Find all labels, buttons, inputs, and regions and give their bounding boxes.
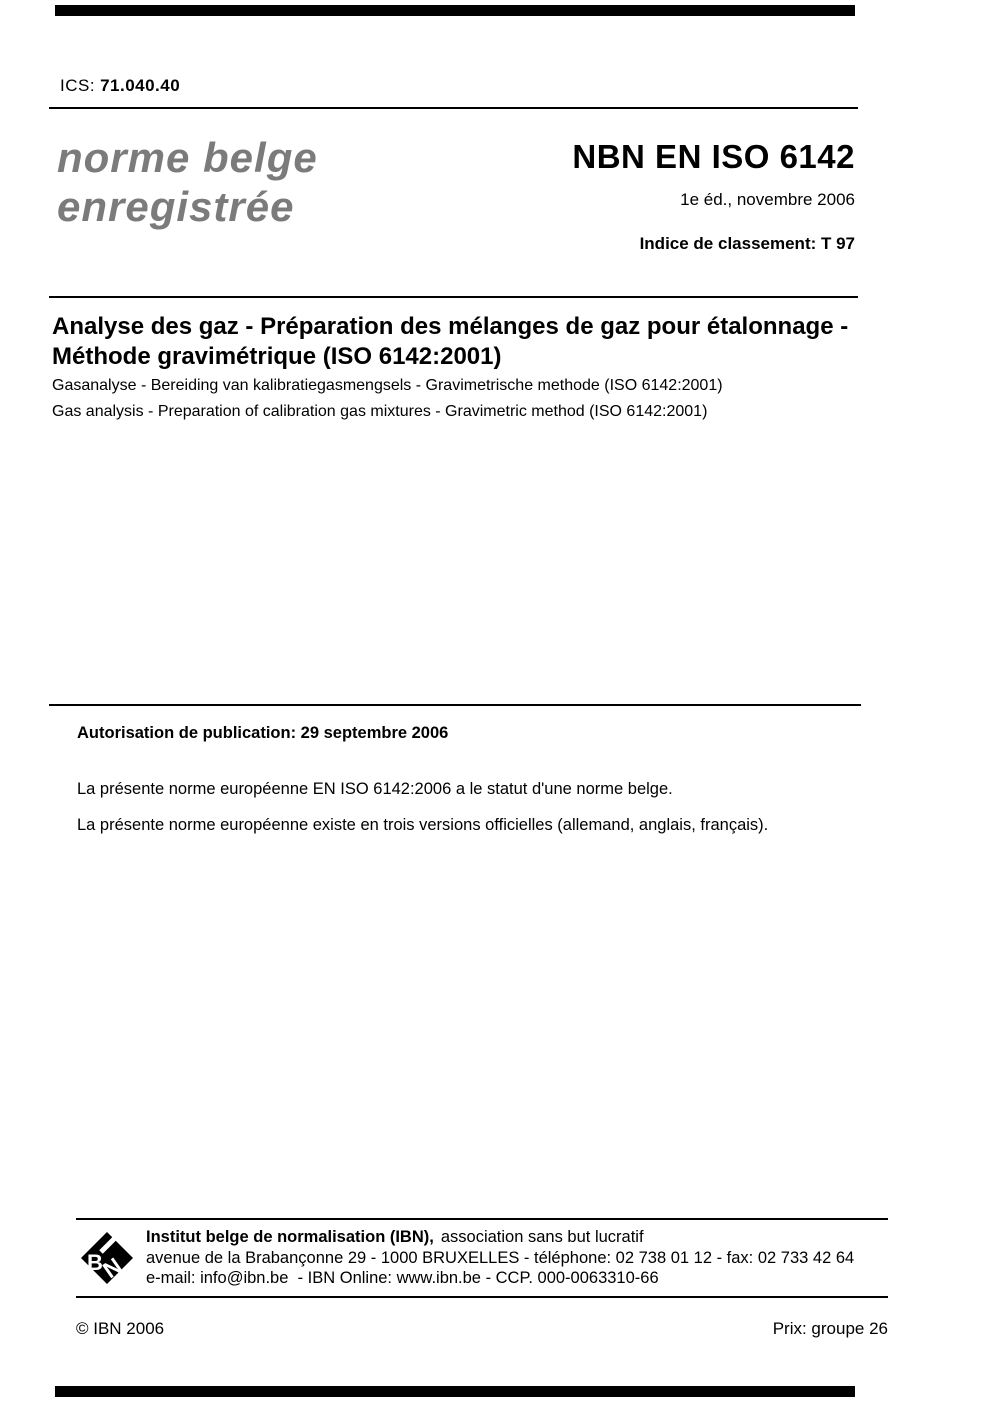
- statement-versions: La présente norme européenne existe en trois versions officielles (allemand, anglais, français).: [77, 816, 769, 834]
- ics-value: 71.040.40: [100, 76, 181, 95]
- bottom-print-bar: [55, 1386, 855, 1397]
- statement-status: La présente norme européenne EN ISO 6142:2006 a le statut d'une norme belge.: [77, 780, 673, 798]
- footer-box-top-rule: [76, 1218, 888, 1220]
- authorization-rule: [49, 704, 861, 706]
- publisher-info: [146, 1227, 854, 1289]
- title-french-line2: Méthode gravimétrique (ISO 6142:2001): [52, 343, 502, 370]
- copyright-notice: © IBN 2006: [76, 1319, 165, 1338]
- classification-index: Indice de classement: T 97: [639, 234, 855, 253]
- publisher-address: avenue de la Brabançonne 29 - 1000 BRUXELLES - téléphone: 02 738 01 12 - fax: 02 733 42 64: [146, 1248, 855, 1267]
- top-print-bar: [55, 5, 855, 16]
- publisher-name-line: [146, 1227, 854, 1248]
- title-french: [52, 312, 848, 372]
- publisher-name: Institut belge de normalisation (IBN),: [146, 1228, 434, 1246]
- ibn-logo-letter-n: N: [97, 1252, 127, 1284]
- brand-mark: [57, 133, 318, 231]
- title-english: Gas analysis - Preparation of calibration gas mixtures - Gravimetric method (ISO 6142:2001): [52, 403, 708, 420]
- title-dutch: Gasanalyse - Bereiding van kalibratiegasmengsels - Gravimetrische methode (ISO 6142:2001): [52, 377, 723, 394]
- edition-date: 1e éd., novembre 2006: [680, 190, 855, 209]
- ics-label: ICS:: [60, 76, 96, 95]
- ibn-logo-letter-b: B: [87, 1250, 103, 1275]
- price-group: Prix: groupe 26: [772, 1319, 888, 1338]
- title-french-line1: Analyse des gaz - Préparation des mélanges de gaz pour étalonnage -: [52, 313, 849, 340]
- brand-line1: norme belge: [57, 134, 318, 181]
- authorization-note: Autorisation de publication: 29 septembre 2006: [77, 724, 449, 742]
- brand-line2: enregistrée: [57, 183, 295, 230]
- publisher-contact: e-mail: info@ibn.be - IBN Online: www.ibn.be - CCP. 000-0063310-66: [146, 1269, 659, 1287]
- header-rule: [49, 107, 858, 109]
- footer-box-bottom-rule: [76, 1296, 888, 1298]
- standard-number: NBN EN ISO 6142: [572, 138, 855, 175]
- ibn-logo: [80, 1231, 134, 1285]
- title-section-rule: [49, 296, 858, 298]
- publisher-type: association sans but lucratif: [440, 1228, 644, 1246]
- ics-code: [60, 76, 180, 96]
